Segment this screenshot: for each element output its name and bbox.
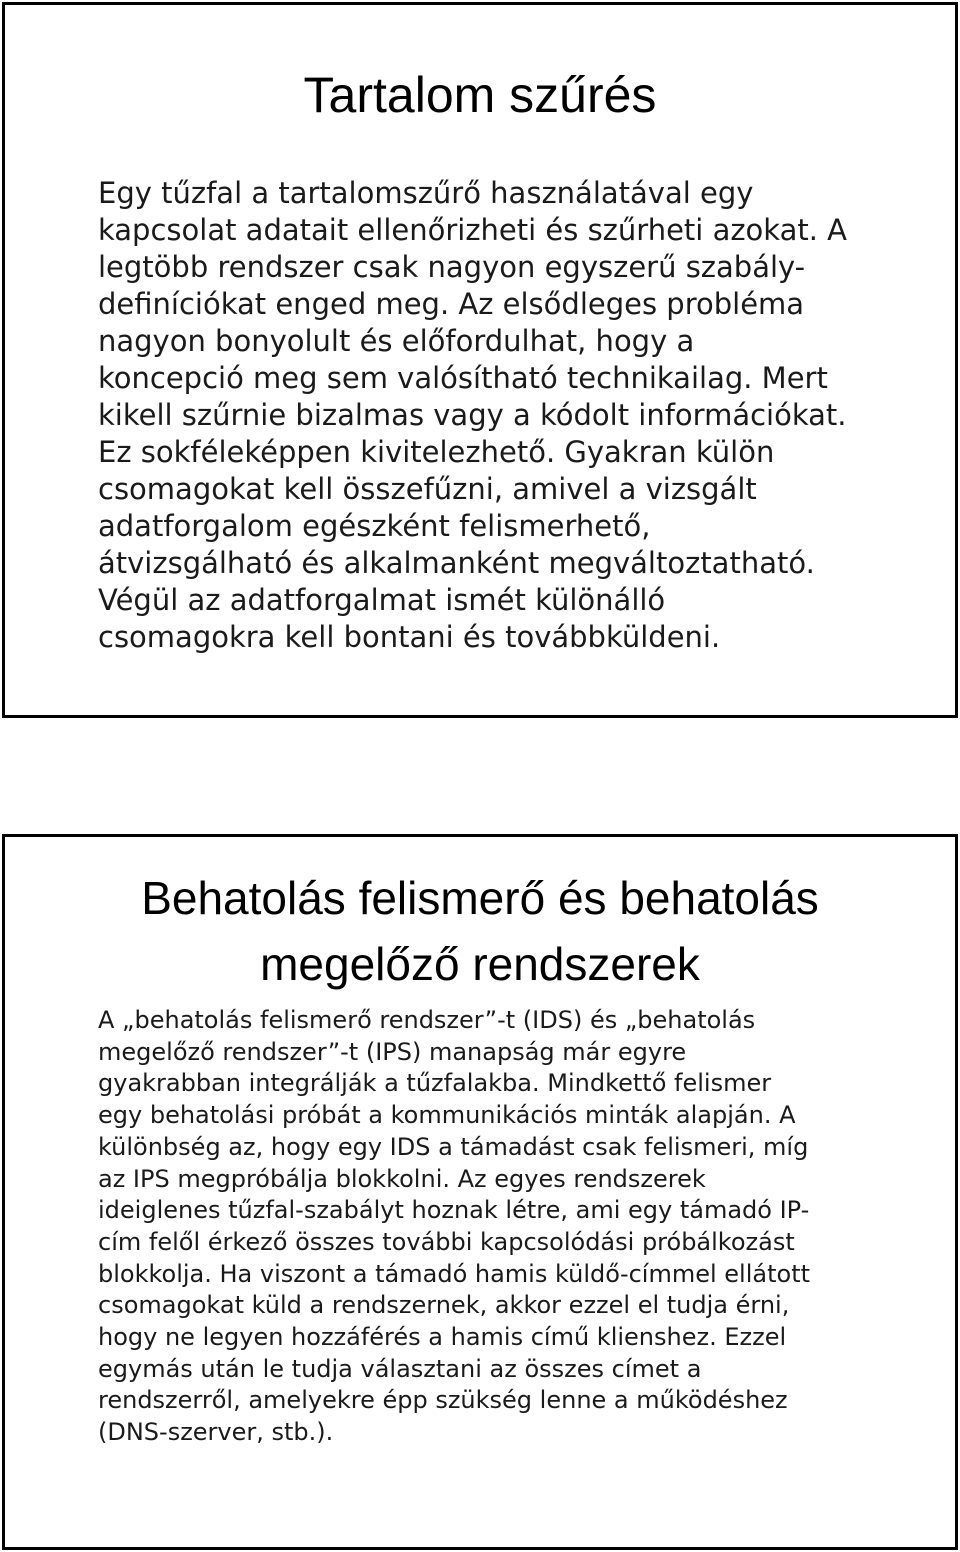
slide-body-text: Egy tűzfal a tartalomszűrő használatával egy kapcsolat adatait ellenőrizheti és szűrheti azokat. A legtöbb rendszer csak nagyon egyszerű szabály- definíciókat enged meg. Az elsődleges probléma nagyon bonyolult és előfordulhat, hogy a koncepció meg sem valósítható technikailag. Mert kikell szűrnie bizalmas vagy a kódolt információkat. Ez sokféleképpen kivitelezhető. Gyakran külön csomagokat kell összefűzni, amivel a vizsgált adatforgalom egészként felismerhető, átvizsgálható és alkalmanként megváltoztatható. Végül az adatforgalmat ismét különálló csomagokra kell bontani és továbbküldeni. (98, 176, 848, 654)
slide-2 (2, 834, 958, 1550)
slide-body-text: A „behatolás felismerő rendszer”-t (IDS) és „behatolás megelőző rendszer”-t (IPS) manapság már egyre gyakrabban integrálják a tűzfalakba. Mindkettő felismer egy behatolási próbát a kommunikációs minták alapján. A különbség az, hogy egy IDS a támadást csak felismeri, míg az IPS megpróbálja blokkolni. Az egyes rendszerek ideiglenes tűzfal-szabályt hoznak létre, ami egy támadó IP- cím felől érkező összes további kapcsolódási próbálkozást blokkolja. Ha viszont a támadó hamis küldő-címmel ellátott csomagokat küld a rendszernek, akkor ezzel el tudja érni, hogy ne legyen hozzáférés a hamis című klienshez. Ezzel egymás után le tudja választani az összes címet a rendszerről, amelyekre épp szükség lenne a működéshez (DNS-szerver, stb.). (98, 1006, 811, 1447)
slide-title: Tartalom szűrés (303, 67, 657, 123)
slide-title: Behatolás felismerő és behatolás megelőző rendszerek (141, 872, 819, 990)
slide-1 (2, 2, 958, 718)
